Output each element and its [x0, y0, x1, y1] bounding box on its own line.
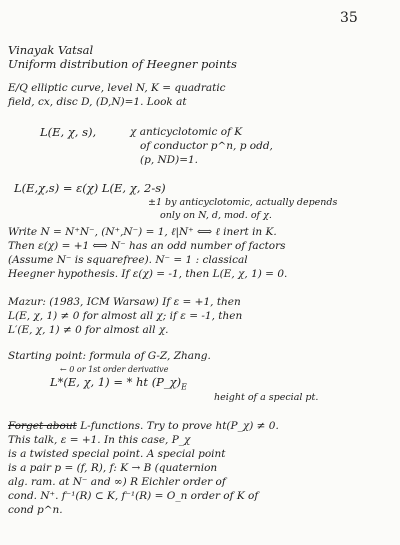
setup-line-1: E/Q elliptic curve, level N, K = quadratic: [8, 82, 226, 94]
page-number: 35: [340, 10, 358, 26]
forget-line-6: cond. N⁺. f⁻¹(R) ⊂ K, f⁻¹(R) = O_n order of K of: [8, 490, 259, 502]
forget-line-1: [8, 420, 279, 432]
chi-line-1: χ anticyclotomic of K: [130, 126, 243, 138]
forget-line-1-rest: L-functions. Try to prove ht(P_χ) ≠ 0.: [80, 420, 279, 432]
functional-note-2: only on N, d, mod. of χ.: [160, 210, 272, 221]
functional-note-1: ±1 by anticyclotomic, actually depends: [148, 197, 338, 208]
height-note: height of a special pt.: [214, 392, 319, 403]
write-line-1: Write N = N⁺N⁻, (N⁺,N⁻) = 1, ℓ|N⁺ ⟺ ℓ inert in K.: [8, 226, 277, 238]
write-line-3: (Assume N⁻ is squarefree). N⁻ = 1 : classical: [8, 254, 248, 266]
forget-line-5: alg. ram. at N⁻ and ∞) R Eichler order of: [8, 476, 226, 488]
write-line-2: Then ε(χ) = +1 ⟺ N⁻ has an odd number of factors: [8, 240, 286, 252]
write-line-4: Heegner hypothesis. If ε(χ) = -1, then L(E, χ, 1) = 0.: [8, 268, 288, 280]
forget-line-4: is a pair p = (f, R), f: K → B (quaternion: [8, 462, 218, 474]
mazur-line-3: L′(E, χ, 1) ≠ 0 for almost all χ.: [8, 324, 169, 336]
starting-formula: [50, 376, 187, 393]
title-line: Uniform distribution of Heegner points: [8, 57, 237, 71]
formula-text: L*(E, χ, 1) = * ht (P_χ): [50, 375, 182, 389]
derivative-annotation: ← 0 or 1st order derivative: [60, 365, 169, 374]
starting-point-line: Starting point: formula of G-Z, Zhang.: [8, 350, 211, 362]
l-function: L(E, χ, s),: [40, 125, 97, 139]
author-line: Vinayak Vatsal: [8, 43, 94, 57]
mazur-line-2: L(E, χ, 1) ≠ 0 for almost all χ; if ε = -1, then: [8, 310, 243, 322]
forget-line-7: cond p^n.: [8, 504, 63, 516]
chi-line-3: (p, ND)=1.: [140, 154, 199, 166]
setup-line-2: field, cx, disc D, (D,N)=1. Look at: [8, 96, 187, 108]
forget-line-2: This talk, ε = +1. In this case, P_χ: [8, 434, 191, 446]
forget-line-3: is a twisted special point. A special point: [8, 448, 226, 460]
struck-text: Forget about: [8, 420, 77, 432]
functional-equation: L(E,χ,s) = ε(χ) L(E, χ, 2-s): [14, 181, 166, 195]
formula-subscript: E: [181, 382, 187, 392]
chi-line-2: of conductor p^n, p odd,: [140, 140, 273, 152]
mazur-line-1: Mazur: (1983, ICM Warsaw) If ε = +1, then: [8, 296, 241, 308]
